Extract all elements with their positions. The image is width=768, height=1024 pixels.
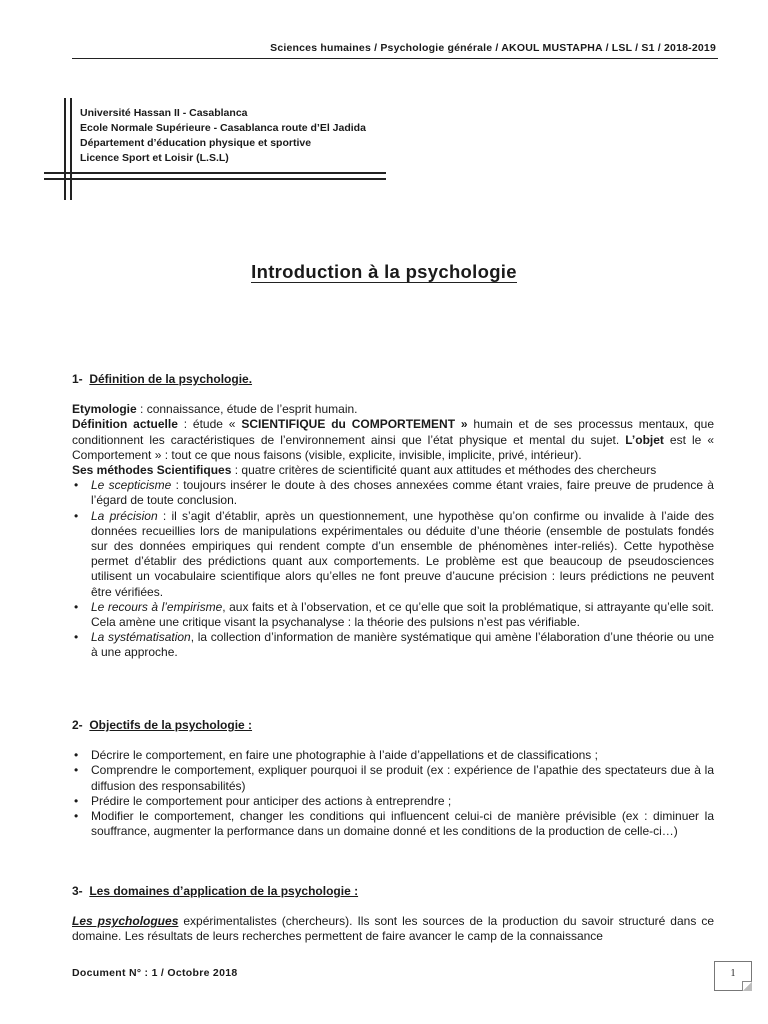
objective-item: • Comprendre le comportement, expliquer pourquoi il se produit (ex : expérience de l’apathie des spectateurs due à la diffusion des responsabilités) [72,763,714,793]
section-1 [72,372,714,661]
objective-item: • Décrire le comportement, en faire une photographie à l’aide d’appellations et de classifications ; [72,748,714,763]
section-2-number: 2- [72,718,83,732]
objet-text: est le « Comportement » : tout ce que nous faisons (visible, explicite, invisible, implicite, privé, intérieur). [72,432,714,462]
institution-program: Licence Sport et Loisir (L.S.L) [80,152,229,164]
section-3 [72,884,714,945]
page-number: 1 [730,968,736,979]
section-3-number: 3- [72,884,83,898]
objective-item: • Modifier le comportement, changer les conditions qui influencent celui-ci de manière prévisible (ex : diminuer la souffrance, augmenter la performance dans un domaine donné et les conditions de la production de celle-ci…) [72,809,714,839]
criterion-text: , la collection d’information de manière systématique qui amène l’élaboration d’une théorie ou une à une approche. [91,630,714,660]
section-1-number: 1- [72,372,83,386]
running-header: Sciences humaines / Psychologie générale / AKOUL MUSTAPHA / LSL / S1 / 2018-2019 [270,42,716,54]
methodes-text: : quatre critères de scientificité quant aux attitudes et méthodes des chercheurs [231,463,657,478]
frame-line-bottom-1 [44,172,386,174]
definition-label: Définition actuelle [72,417,178,432]
section-2 [72,718,714,839]
criterion-term: La systématisation [91,630,191,645]
criterion-term: Le recours à l’empirisme [91,599,223,614]
criterion-item [72,509,714,600]
definition-text-b: humain et de ses processus mentaux, que conditionnent les caractéristiques de l’environnement ainsi que l’état physique et mental du sujet. [72,417,714,447]
institution-block [80,106,366,166]
etymologie-paragraph [72,402,714,417]
criterion-term: La précision [91,508,158,523]
objectives-list [72,748,714,839]
section-2-title: Objectifs de la psychologie : [89,718,253,732]
psychologues-text: expérimentalistes (chercheurs). Ils sont les sources de la production du savoir structuré dans ce domaine. Les résultats de leurs recherches permettent de faire avancer le camp de la connaissance [72,914,714,944]
section-1-heading [72,372,714,387]
criterion-text: : il s’agit d’établir, après un questionnement, une hypothèse qu’on confirme ou invalide à l’aide des données recueillies lors de manipulations expérimentales ou déduite d’une théorie (ensemble de postulats fondés sur des données empiriques qui rendent compte d’un ensemble de phénomènes inter-reliés). Cette hypothèse permet d’établir des prédictions quant aux comportements. Le problème est que beaucoup de pseudosciences utilisent un vocabulaire scientifique alors qu’elles ne font preuve d’aucune précision : leurs prédictions ne peuvent être vérifiées. [91,508,714,599]
section-3-title: Les domaines d’application de la psychologie : [89,884,359,898]
criterion-item [72,630,714,660]
document-title-wrap [0,261,768,283]
objective-item: • Prédire le comportement pour anticiper des actions à entreprendre ; [72,794,714,809]
footer-document-ref: Document N° : 1 / Octobre 2018 [72,967,238,979]
definition-paragraph [72,417,714,463]
criterion-term: Le scepticisme [91,478,172,493]
criterion-text: , aux faits et à l’observation, et ce qu’elle que soit la problématique, si attrayante qu’elle soit. Cela amène une critique visant la psychanalyse : la théorie des pulsions n’est pas vérifiable. [91,599,714,630]
page-number-box [714,961,752,991]
etymologie-text: : connaissance, étude de l’esprit humain. [136,402,358,417]
criterion-text: : toujours insérer le doute à des choses annexées comme étant vraies, faire preuve de prudence à l’égard de toute conclusion. [91,478,714,508]
section-1-title: Définition de la psychologie. [89,372,253,386]
document-title: Introduction à la psychologie [251,261,517,282]
definition-emphasis: SCIENTIFIQUE du COMPORTEMENT » [241,417,468,432]
frame-line-bottom-2 [44,178,386,180]
section-2-heading [72,718,714,733]
methodes-paragraph [72,463,714,478]
definition-text-a: : étude « [177,417,242,432]
section-3-heading [72,884,714,899]
institution-university: Université Hassan II - Casablanca [80,107,248,119]
criterion-item [72,478,714,508]
psychologues-label: Les psychologues [72,914,179,929]
page-fold-icon [742,981,752,991]
frame-line-left-2 [70,98,72,200]
criteria-list [72,478,714,660]
frame-line-left-1 [64,98,66,200]
methodes-label: Ses méthodes Scientifiques [72,463,232,478]
section-3-paragraph [72,914,714,944]
objet-label: L’objet [625,432,664,447]
institution-school: Ecole Normale Supérieure - Casablanca route d’El Jadida [80,122,366,134]
header-rule [72,58,718,59]
criterion-item [72,600,714,630]
institution-department: Département d’éducation physique et sportive [80,137,312,149]
etymologie-label: Etymologie [72,402,137,417]
